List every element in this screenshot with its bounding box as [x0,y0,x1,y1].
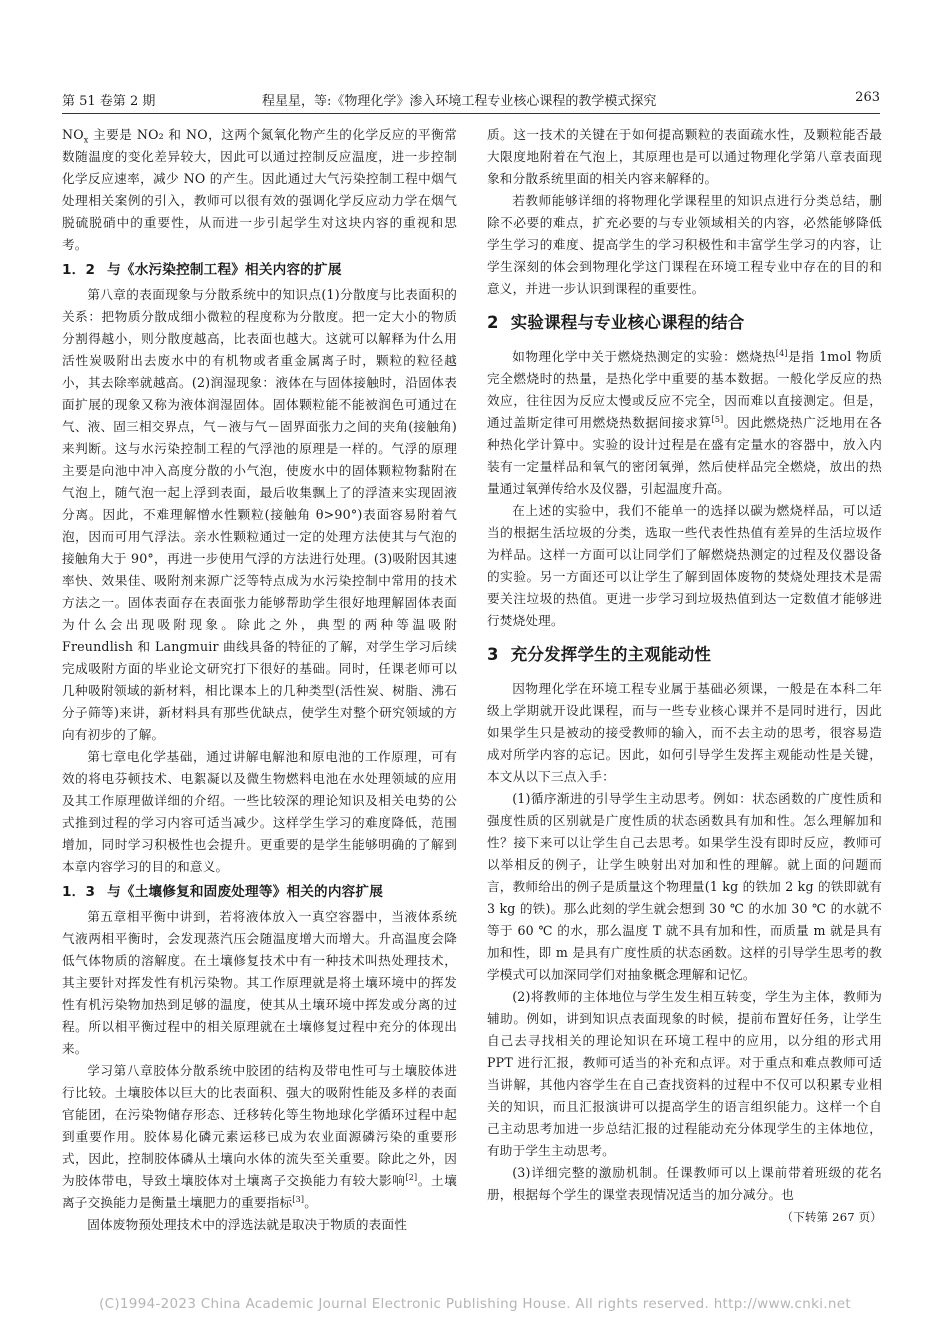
section-number: 1．2 [62,262,96,278]
paragraph: (1)循序渐进的引导学生主动思考。例如：状态函数的广度性质和强度性质的区别就是广度性质的状态函数具有加和性。怎么理解加和性？接下来可以让学生自己去思考。如果学生没有即时反应，教师可以举相反的例子，让学生映射出对加和性的理解。就上面的问题而言，教师给出的例子是质量这个物理量(1 kg 的铁加 2 kg 的铁即就有 3 kg 的铁)。那么此刻的学生就会想到 30 ℃ 的水加 30 ℃ 的水就不等于 60 ℃ 的水，那么温度 T 就不具有加和性，而质量 m 就是具有加和性，即 m 是具有广度性质的状态函数。这样的引导学生思考的教学模式可以加深同学们对抽象概念理解和记忆。 [487,791,882,982]
section-number: 3 [487,645,499,664]
paragraph: 学习第八章胶体分散系统中胶团的结构及带电性可与土壤胶体进行比较。土壤胶体以巨大的比表面积、强大的吸附性能及多样的表面官能团，在污染物储存形态、迁移转化等生物地球化学循环过程中起到重要作用。胶体易化磷元素运移已成为农业面源磷污染的重要形式，因此，控制胶体磷从土壤向水体的流失至关重要。除此之外，因为胶体带电，导致土壤胶体对土壤离子交换能力有较大影响[2]。土壤离子交换能力是衡量土壤肥力的重要指标[3]。 [62,1063,458,1210]
paragraph: 因物理化学在环境工程专业属于基础必须课，一般是在本科二年级上学期就开设此课程，而与一些专业核心课并不是同时进行，因此如果学生只是被动的接受教师的输入，而不去主动的思考，很容易造成对所学内容的忘记。因此，如何引导学生发挥主观能动性是关键，本文从以下三点入手： [487,681,882,784]
section-title: 与《土壤修复和固废处理等》相关的内容扩展 [107,884,383,900]
section-heading-1-3 [62,880,457,904]
paragraph: $NO_x$ 主要是 NO₂ 和 NO，这两个氮氧化物产生的化学反应的平衡常数随温度的变化差异较大，因此可以通过控制反应温度，进一步控制化学反应速率，减少 NO 的产生。因此通过大气污染控制工程中烟气处理相关案例的引入，教师可以很有效的强调化学反应动力学在烟气脱硫脱硝中的重要性，从而进一步引起学生对这块内容的重视和思考。 [62,127,457,252]
journal-volume-issue: 第 51 卷第 2 期 [62,94,156,109]
citation: [5] [711,414,724,424]
section-number: 1．3 [62,884,96,900]
section-heading-1-2 [62,258,457,282]
paragraph: 在上述的实验中，我们不能单一的选择以碳为燃烧样品，可以适当的根据生活垃圾的分类，选取一些代表性热值有差异的生活垃圾作为样品。这样一方面可以让同学们了解燃烧热测定的过程及仪器设备的实验。另一方面还可以让学生了解到固体废物的焚烧处理技术是需要关注垃圾的热值。更进一步学习到垃圾热值到达一定数值才能够进行焚烧处理。 [487,503,882,628]
copyright-watermark: (C)1994-2023 China Academic Journal Electronic Publishing House. All rights reserved. http://www.cnki.net [99,1296,851,1312]
citation: [3] [292,1194,305,1204]
paragraph: 若教师能够详细的将物理化学课程里的知识点进行分类总结，删除不必要的难点，扩充必要的与专业领域相关的内容，必然能够降低学生学习的难度、提高学生的学习积极性和丰富学生学习的内容，让学生深刻的体会到物理化学这门课程在环境工程专业中存在的目的和意义，并进一步认识到课程的重要性。 [487,193,882,296]
paragraph: 第八章的表面现象与分散系统中的知识点(1)分散度与比表面积的关系：把物质分散成细小微粒的程度称为分散度。把一定大小的物质分割得越小，则分散度越高，比表面也越大。这就可以解释为什么用活性炭吸附出去废水中的有机物或者重金属离子时，颗粒的粒径越小，其去除率就越高。(2)润湿现象：液体在与固体接触时，沿固体表面扩展的现象又称为液体润湿固体。固体颗粒能不能被润色可通过在气、液、固三相交界点，气－液与气－固界面张力之间的夹角(接触角)来判断。这与水污染控制工程的气浮池的原理是一样的。气浮的原理主要是向池中冲入高度分散的小气泡，使废水中的固体颗粒物黏附在气泡上，随气泡一起上浮到表面，最后收集飘上了的浮渣来实现固液分离。因此，不难理解憎水性颗粒(接触角 θ>90°)表面容易附着气泡，因而可用气浮法。亲水性颗粒通过一定的处理方法使其与气泡的接触角大于 90°，再进一步使用气浮的方法进行处理。(3)吸附因其速率快、效果佳、吸附剂来源广泛等特点成为水污染控制中常用的技术方法之一。固体表面存在表面张力能够帮助学生很好地理解固体表面为什么会出现吸附现象。除此之外，典型的两种等温吸附 Freundlish 和 Langmuir 曲线具备的特征的了解，对学生学习后续完成吸附方面的毕业论文研究打下很好的基础。同时，任课老师可以几种吸附领域的新材料，相比课本上的几种类型(活性炭、树脂、沸石分子筛等)来讲，新材料具有那些优缺点，使学生对整个研究领域的方向有初步的了解。 [62,287,457,742]
left-column [62,124,457,1236]
section-heading-3 [487,642,882,668]
citation: [2] [405,1172,418,1182]
citation: [4] [775,348,788,358]
paragraph: 第七章电化学基础，通过讲解电解池和原电池的工作原理，可有效的将电芬顿技术、电絮凝以及微生物燃料电池在水处理领域的应用及其工作原理做详细的介绍。一些比较深的理论知识及相关电势的公式推到过程的学习内容可适当减少。这样学生学习的难度降低，范围增加，同时学习积极性也会提升。更重要的是学生能够明确的了解到本章内容学习的目的和意义。 [62,749,457,874]
paragraph: 如物理化学中关于燃烧热测定的实验：燃烧热[4]是指 1mol 物质完全燃烧时的热量，是热化学中重要的基本数据。一般化学反应的热效应，往往因为反应太慢或反应不完全，因而难以直接测定。但是，通过盖斯定律可用燃烧热数据间接求算[5]。因此燃烧热广泛地用在各种热化学计算中。实验的设计过程是在盛有定量水的容器中，放入内装有一定量样品和氧气的密闭氧弹，然后使样品完全燃烧，放出的热量通过氧弹传给水及仪器，引起温度升高。 [487,348,882,496]
continued-note: （下转第 267 页） [781,1210,882,1224]
section-heading-2 [487,310,882,336]
section-title: 充分发挥学生的主观能动性 [510,645,712,664]
section-title: 与《水污染控制工程》相关内容的扩展 [107,262,342,278]
paragraph: 质。这一技术的关键在于如何提高颗粒的表面疏水性，及颗粒能否最大限度地附着在气泡上，其原理也是可以通过物理化学第八章表面现象和分散系统里面的相关内容来解释的。 [487,127,882,186]
header-rule [62,113,880,114]
section-title: 实验课程与专业核心课程的结合 [510,313,745,332]
paragraph: 第五章相平衡中讲到，若将液体放入一真空容器中，当液体系统气液两相平衡时，会发现蒸汽压会随温度增大而增大。升高温度会降低气体物质的溶解度。在土壤修复技术中有一种技术叫热处理技术，其主要针对挥发性有机污染物。其工作原理就是将土壤环境中的挥发性有机污染物加热到足够的温度，使其从土壤环境中挥发或分离的过程。所以相平衡过程中的相关原理就在土壤修复过程中充分的体现出来。 [62,909,457,1056]
right-column [487,124,882,1228]
page-number: 263 [855,90,880,105]
paragraph: (3)详细完整的激励机制。任课教师可以上课前带着班级的花名册，根据每个学生的课堂表现情况适当的加分减分。也 [487,1165,882,1202]
paragraph: (2)将教师的主体地位与学生发生相互转变，学生为主体，教师为辅助。例如，讲到知识点表面现象的时候，提前布置好任务，让学生自己去寻找相关的理论知识在环境工程中的应用，以分组的形式用 PPT 进行汇报，教师可适当的补充和点评。对于重点和难点教师可适当讲解，其他内容学生在自己查找资料的过程中不仅可以积累专业相关的知识，而且汇报演讲可以提高学生的语言组织能力。这样一个自己主动思考加进一步总结汇报的过程能动充分体现学生的主体地位，有助于学生主动思考。 [487,989,882,1158]
section-number: 2 [487,313,499,332]
article-running-title: 程星星，等:《物理化学》渗入环境工程专业核心课程的教学模式探究 [262,94,657,109]
paragraph: 固体废物预处理技术中的浮选法就是取决于物质的表面性 [87,1217,408,1232]
